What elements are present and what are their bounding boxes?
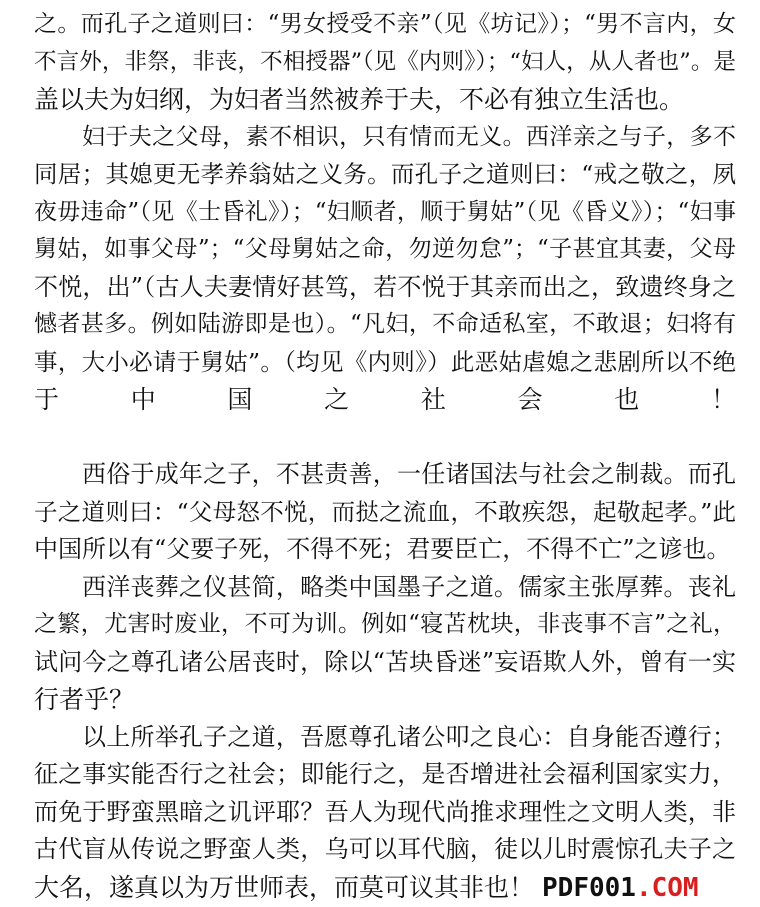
text-line: 妇于夫之父母，素不相识，只有情而无义。西洋亲之与子，多不 bbox=[82, 123, 736, 150]
text-line: 西俗于成年之子，不甚责善，一任诸国法与社会之制裁。而孔 bbox=[82, 460, 736, 488]
text-line: 舅姑，如事父母”；“父母舅姑之命，勿逆勿怠”；“子甚宜其妻，父母 bbox=[34, 236, 736, 262]
text-line bbox=[34, 419, 736, 457]
final-line bbox=[34, 869, 736, 907]
text-line: 盖以夫为妇纲，为妇者当然被养于夫，不必有独立生活也。 bbox=[34, 85, 685, 114]
text-line: 而免于野蛮黑暗之讥评耶？吾人为现代尚推求理性之文明人类，非 bbox=[34, 797, 736, 826]
text-line: 试问今之尊孔诸公居丧时，除以“苫块昏迷”妄语欺人外，曾有一实 bbox=[34, 647, 736, 676]
text-line: 之繁，尤害时废业，不可为训。例如“寝苫枕块，非丧事不言”之礼， bbox=[34, 611, 736, 637]
text-line: 征之事实能否行之社会；即能行之，是否增进社会福利国家实力， bbox=[34, 760, 736, 788]
text-line: 子之道则曰：“父母怒不悦，而挞之流血，不敢疾怨，起敬起孝。”此 bbox=[34, 497, 736, 526]
text-line: 中国所以有“父要子死，不得不死；君要臣亡，不得不亡”之谚也。 bbox=[34, 535, 731, 563]
watermark bbox=[542, 873, 699, 903]
text-line: 憾者甚多。例如陆游即是也）。“凡妇，不命适私室，不敢退；妇将有 bbox=[34, 311, 736, 337]
text-line: 以上所举孔子之道，吾愿尊孔诸公叩之良心：自身能否遵行； bbox=[82, 722, 736, 751]
text-line: 西洋丧葬之仪甚简，略类中国墨子之道。儒家主张厚葬。丧礼 bbox=[82, 572, 736, 601]
watermark-part-main: PDF001 bbox=[542, 872, 636, 903]
text-line: 于中国之社会也！ bbox=[34, 385, 736, 414]
watermark-part-accent: .COM bbox=[635, 872, 699, 903]
text-line: 之。而孔子之道则曰：“男女授受不亲”（见《坊记》）；“男不言内，女 bbox=[34, 11, 736, 37]
text-line: 夜毋违命”（见《士昏礼》）；“妇顺者，顺于舅姑”（见《昏义》）；“妇事 bbox=[34, 198, 736, 225]
text-line: 行者乎？ bbox=[34, 685, 135, 714]
text-line: 古代盲从传说之野蛮人类，乌可以耳代脑，徒以儿时震惊孔夫子之 bbox=[34, 835, 736, 863]
text-line: 不言外，非祭，非丧，不相授器”（见《内则》）；“妇人，从人者也”。是 bbox=[34, 48, 736, 75]
text-line: 同居；其媳更无孝养翁姑之义务。而孔子之道则曰：“戒之敬之，夙 bbox=[34, 160, 736, 188]
text-line: 事，大小必请于舅姑”。（均见《内则》）此恶姑虐媳之悲剧所以不绝 bbox=[34, 347, 736, 376]
text-line: 不悦，出”（古人夫妻情好甚笃，若不悦于其亲而出之，致遗终身之 bbox=[34, 272, 736, 301]
text-line: 大名，遂真以为万世师表，而莫可议其非也！ bbox=[34, 872, 535, 902]
